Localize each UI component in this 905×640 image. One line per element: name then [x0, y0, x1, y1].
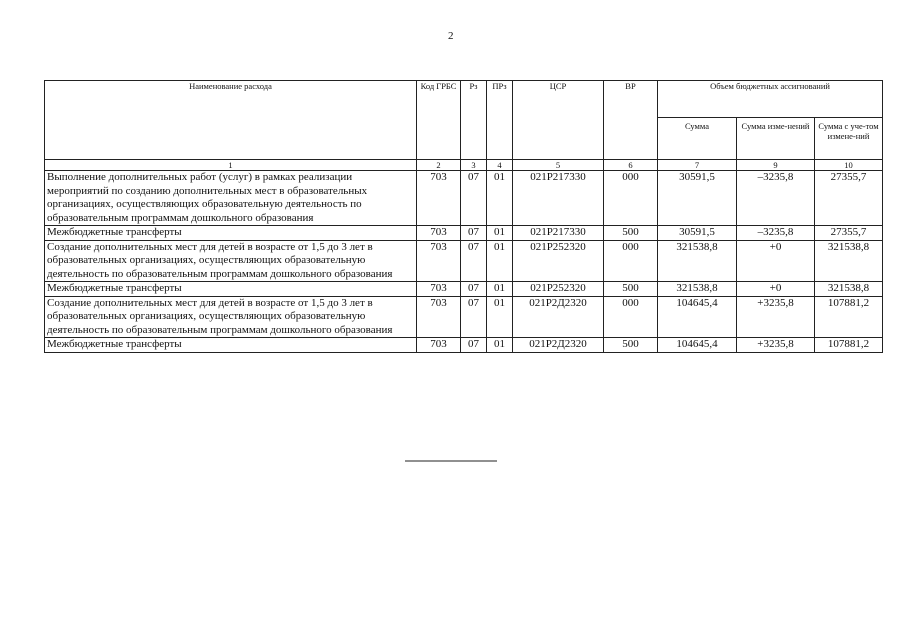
- grbs-code: 703: [417, 226, 461, 241]
- rz-code: 07: [461, 296, 487, 338]
- csr-code: 021P217330: [513, 226, 604, 241]
- sum-value: 30591,5: [658, 171, 737, 226]
- csr-code: 021P2Д2320: [513, 338, 604, 353]
- grbs-code: 703: [417, 296, 461, 338]
- column-number-row: [45, 160, 883, 171]
- sum-value: 321538,8: [658, 240, 737, 282]
- header-volume: Объем бюджетных ассигнований: [658, 81, 883, 118]
- rz-code: 07: [461, 338, 487, 353]
- vr-code: 000: [604, 296, 658, 338]
- vr-code: 500: [604, 338, 658, 353]
- prz-code: 01: [487, 282, 513, 297]
- rz-code: 07: [461, 240, 487, 282]
- table-row: [45, 171, 883, 226]
- rz-code: 07: [461, 171, 487, 226]
- header-rz: Рз: [461, 81, 487, 160]
- expense-name: Межбюджетные трансферты: [45, 338, 417, 353]
- change-value: +3235,8: [737, 338, 815, 353]
- grbs-code: 703: [417, 240, 461, 282]
- table-row: [45, 338, 883, 353]
- column-number: 2: [417, 160, 461, 171]
- prz-code: 01: [487, 296, 513, 338]
- grbs-code: 703: [417, 282, 461, 297]
- table-header-row: [45, 81, 883, 118]
- grbs-code: 703: [417, 171, 461, 226]
- table-row: [45, 226, 883, 241]
- csr-code: 021P252320: [513, 240, 604, 282]
- change-value: +0: [737, 240, 815, 282]
- prz-code: 01: [487, 171, 513, 226]
- rz-code: 07: [461, 282, 487, 297]
- total-value: 321538,8: [815, 240, 883, 282]
- vr-code: 000: [604, 240, 658, 282]
- csr-code: 021P252320: [513, 282, 604, 297]
- header-vr: ВР: [604, 81, 658, 160]
- table-row: [45, 282, 883, 297]
- vr-code: 000: [604, 171, 658, 226]
- column-number: 4: [487, 160, 513, 171]
- change-value: –3235,8: [737, 226, 815, 241]
- column-number: 7: [658, 160, 737, 171]
- expense-name: Создание дополнительных мест для детей в возрасте от 1,5 до 3 лет в образовательных организациях, осуществляющих образовательную деятельность по образовательным программам дошкольного образования: [45, 240, 417, 282]
- header-sum-change: Сумма изме-нений: [737, 118, 815, 160]
- header-prz: ПРз: [487, 81, 513, 160]
- prz-code: 01: [487, 338, 513, 353]
- rz-code: 07: [461, 226, 487, 241]
- csr-code: 021P217330: [513, 171, 604, 226]
- header-grbs: Код ГРБС: [417, 81, 461, 160]
- table-row: [45, 296, 883, 338]
- column-number: 10: [815, 160, 883, 171]
- vr-code: 500: [604, 226, 658, 241]
- sum-value: 104645,4: [658, 296, 737, 338]
- change-value: +0: [737, 282, 815, 297]
- header-sum-with-change: Сумма с уче-том измене-ний: [815, 118, 883, 160]
- column-number: 6: [604, 160, 658, 171]
- csr-code: 021P2Д2320: [513, 296, 604, 338]
- sum-value: 104645,4: [658, 338, 737, 353]
- expense-name: Выполнение дополнительных работ (услуг) в рамках реализации мероприятий по созданию дополнительных мест в образовательных организациях, осуществляющих образовательную деятельность по образовательным программам дошкольного образования: [45, 171, 417, 226]
- expense-name: Создание дополнительных мест для детей в возрасте от 1,5 до 3 лет в образовательных организациях, осуществляющих образовательную деятельность по образовательным программам дошкольного образования: [45, 296, 417, 338]
- sum-value: 30591,5: [658, 226, 737, 241]
- vr-code: 500: [604, 282, 658, 297]
- expense-name: Межбюджетные трансферты: [45, 226, 417, 241]
- column-number: 9: [737, 160, 815, 171]
- header-name: Наименование расхода: [45, 81, 417, 160]
- sum-value: 321538,8: [658, 282, 737, 297]
- change-value: –3235,8: [737, 171, 815, 226]
- total-value: 107881,2: [815, 338, 883, 353]
- header-csr: ЦСР: [513, 81, 604, 160]
- column-number: 5: [513, 160, 604, 171]
- header-sum: Сумма: [658, 118, 737, 160]
- total-value: 321538,8: [815, 282, 883, 297]
- column-number: 3: [461, 160, 487, 171]
- prz-code: 01: [487, 226, 513, 241]
- column-number: 1: [45, 160, 417, 171]
- budget-allocations-table: [44, 80, 883, 353]
- change-value: +3235,8: [737, 296, 815, 338]
- page-number: 2: [448, 30, 454, 42]
- expense-name: Межбюджетные трансферты: [45, 282, 417, 297]
- total-value: 107881,2: [815, 296, 883, 338]
- closing-line: [405, 460, 497, 462]
- total-value: 27355,7: [815, 171, 883, 226]
- grbs-code: 703: [417, 338, 461, 353]
- total-value: 27355,7: [815, 226, 883, 241]
- prz-code: 01: [487, 240, 513, 282]
- table-row: [45, 240, 883, 282]
